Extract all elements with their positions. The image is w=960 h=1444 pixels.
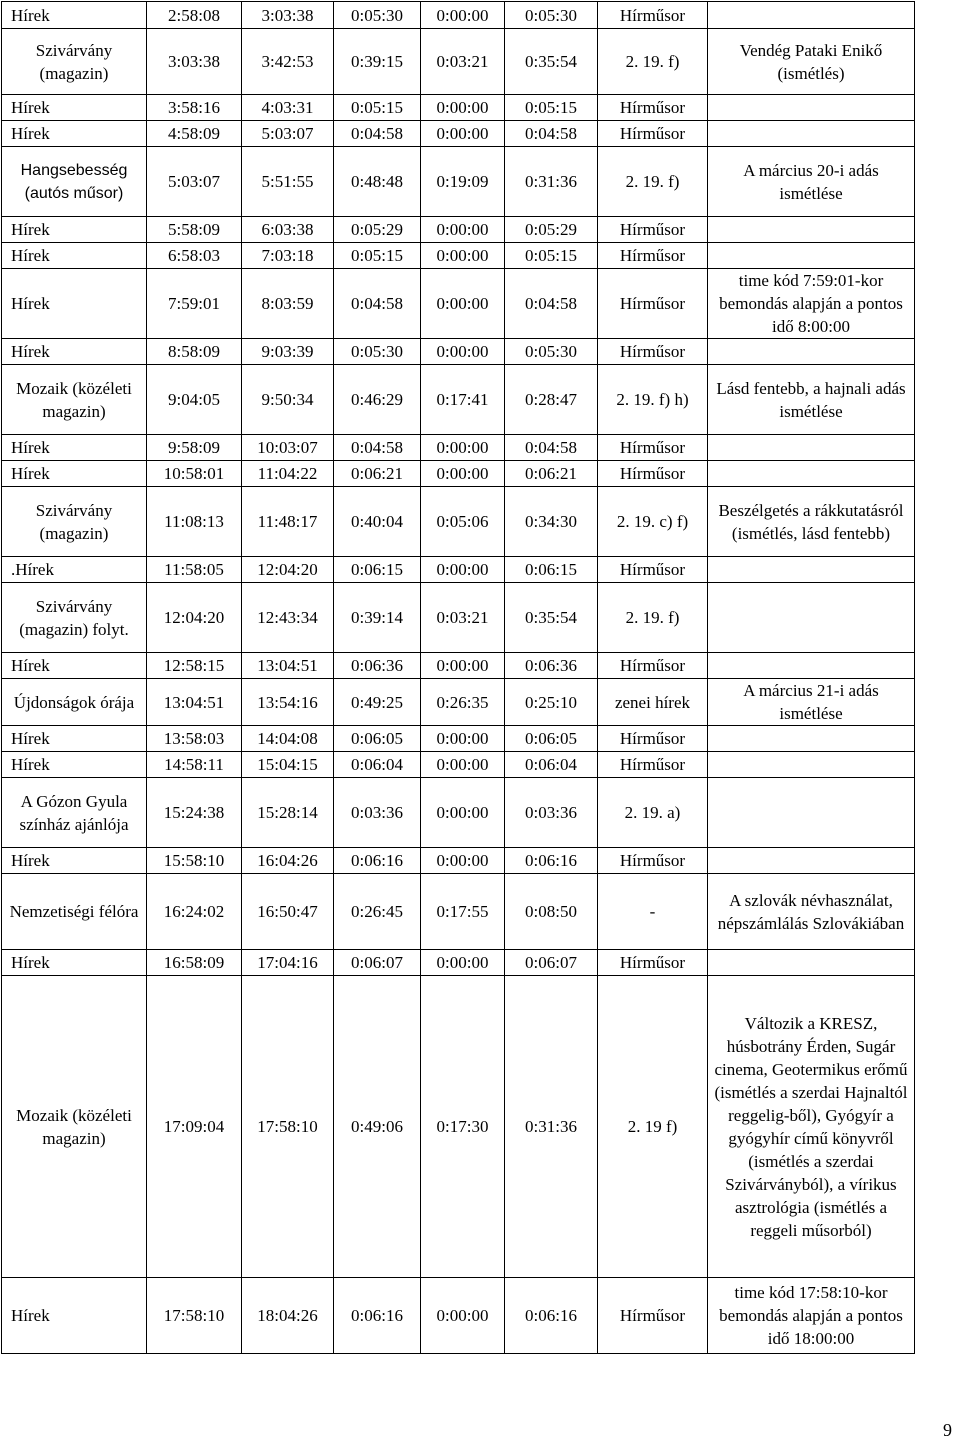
code: 2. 19. f) (598, 29, 708, 95)
duration: 0:03:36 (334, 778, 421, 848)
start-time: 17:58:10 (147, 1278, 242, 1354)
duration: 0:06:36 (334, 653, 421, 679)
start-time: 12:58:15 (147, 653, 242, 679)
net-time: 0:04:58 (505, 121, 598, 147)
start-time: 2:58:08 (147, 2, 242, 29)
remark (708, 95, 915, 121)
code: Hírműsor (598, 461, 708, 487)
table-row (2, 848, 915, 874)
remark (708, 653, 915, 679)
table-row (2, 243, 915, 269)
table-row (2, 29, 915, 95)
start-time: 8:58:09 (147, 339, 242, 365)
net-time: 0:04:58 (505, 435, 598, 461)
program-title: Szivárvány (magazin) (2, 487, 147, 557)
program-title: Hírek (2, 339, 147, 365)
net-time: 0:06:04 (505, 752, 598, 778)
net-time: 0:06:16 (505, 848, 598, 874)
remark: time kód 17:58:10-kor bemondás alapján a pontos idő 18:00:00 (708, 1278, 915, 1354)
zero-time: 0:00:00 (421, 848, 505, 874)
net-time: 0:35:54 (505, 29, 598, 95)
remark (708, 435, 915, 461)
end-time: 12:43:34 (242, 583, 334, 653)
duration: 0:05:30 (334, 2, 421, 29)
program-title: Hírek (2, 848, 147, 874)
code: Hírműsor (598, 752, 708, 778)
duration: 0:06:16 (334, 848, 421, 874)
table-row (2, 365, 915, 435)
table-row (2, 435, 915, 461)
start-time: 3:58:16 (147, 95, 242, 121)
duration: 0:06:04 (334, 752, 421, 778)
zero-time: 0:00:00 (421, 269, 505, 339)
remark (708, 778, 915, 848)
net-time: 0:06:15 (505, 557, 598, 583)
table-row (2, 1278, 915, 1354)
program-title: Szivárvány (magazin) folyt. (2, 583, 147, 653)
code: 2. 19. f) (598, 583, 708, 653)
zero-time: 0:03:21 (421, 29, 505, 95)
zero-time: 0:26:35 (421, 679, 505, 726)
start-time: 11:08:13 (147, 487, 242, 557)
program-title: Újdonságok órája (2, 679, 147, 726)
start-time: 5:58:09 (147, 217, 242, 243)
program-title: Hírek (2, 653, 147, 679)
end-time: 12:04:20 (242, 557, 334, 583)
end-time: 5:03:07 (242, 121, 334, 147)
code: 2. 19. f) h) (598, 365, 708, 435)
end-time: 13:04:51 (242, 653, 334, 679)
program-title: Hírek (2, 435, 147, 461)
start-time: 16:24:02 (147, 874, 242, 950)
remark (708, 950, 915, 976)
table-row (2, 950, 915, 976)
remark (708, 726, 915, 752)
remark: time kód 7:59:01-kor bemondás alapján a pontos idő 8:00:00 (708, 269, 915, 339)
table-row (2, 726, 915, 752)
start-time: 6:58:03 (147, 243, 242, 269)
end-time: 3:42:53 (242, 29, 334, 95)
code: Hírműsor (598, 243, 708, 269)
zero-time: 0:00:00 (421, 243, 505, 269)
zero-time: 0:00:00 (421, 1278, 505, 1354)
net-time: 0:05:15 (505, 95, 598, 121)
table-row (2, 752, 915, 778)
zero-time: 0:03:21 (421, 583, 505, 653)
table-row (2, 778, 915, 848)
zero-time: 0:00:00 (421, 95, 505, 121)
end-time: 16:04:26 (242, 848, 334, 874)
program-title: Szivárvány (magazin) (2, 29, 147, 95)
duration: 0:46:29 (334, 365, 421, 435)
remark: Vendég Pataki Enikő (ismétlés) (708, 29, 915, 95)
remark (708, 461, 915, 487)
remark (708, 217, 915, 243)
zero-time: 0:00:00 (421, 121, 505, 147)
end-time: 6:03:38 (242, 217, 334, 243)
duration: 0:39:14 (334, 583, 421, 653)
start-time: 13:58:03 (147, 726, 242, 752)
duration: 0:05:15 (334, 95, 421, 121)
remark: A szlovák névhasználat, népszámlálás Szlovákiában (708, 874, 915, 950)
table-row (2, 269, 915, 339)
duration: 0:05:29 (334, 217, 421, 243)
net-time: 0:31:36 (505, 147, 598, 217)
end-time: 13:54:16 (242, 679, 334, 726)
code: Hírműsor (598, 435, 708, 461)
program-title: Mozaik (közéleti magazin) (2, 365, 147, 435)
zero-time: 0:00:00 (421, 726, 505, 752)
end-time: 14:04:08 (242, 726, 334, 752)
code: zenei hírek (598, 679, 708, 726)
program-title: Hangsebesség (autós műsor) (2, 147, 147, 217)
program-title: Hírek (2, 95, 147, 121)
start-time: 12:04:20 (147, 583, 242, 653)
code: 2. 19. c) f) (598, 487, 708, 557)
start-time: 4:58:09 (147, 121, 242, 147)
end-time: 7:03:18 (242, 243, 334, 269)
program-title: Hírek (2, 1278, 147, 1354)
remark (708, 848, 915, 874)
schedule-body (2, 2, 915, 1354)
duration: 0:49:25 (334, 679, 421, 726)
zero-time: 0:00:00 (421, 557, 505, 583)
duration: 0:40:04 (334, 487, 421, 557)
start-time: 5:03:07 (147, 147, 242, 217)
program-title: Hírek (2, 752, 147, 778)
net-time: 0:06:16 (505, 1278, 598, 1354)
broadcast-schedule-table (1, 1, 915, 1354)
start-time: 11:58:05 (147, 557, 242, 583)
start-time: 15:58:10 (147, 848, 242, 874)
zero-time: 0:17:41 (421, 365, 505, 435)
zero-time: 0:00:00 (421, 2, 505, 29)
code: 2. 19. f) (598, 147, 708, 217)
table-row (2, 557, 915, 583)
zero-time: 0:00:00 (421, 435, 505, 461)
code: Hírműsor (598, 726, 708, 752)
remark (708, 2, 915, 29)
zero-time: 0:00:00 (421, 950, 505, 976)
end-time: 15:04:15 (242, 752, 334, 778)
program-title: Hírek (2, 121, 147, 147)
net-time: 0:31:36 (505, 976, 598, 1278)
duration: 0:49:06 (334, 976, 421, 1278)
program-title: Nemzetiségi félóra (2, 874, 147, 950)
code: Hírműsor (598, 557, 708, 583)
program-title: A Gózon Gyula színház ajánlója (2, 778, 147, 848)
net-time: 0:05:15 (505, 243, 598, 269)
end-time: 11:48:17 (242, 487, 334, 557)
remark (708, 583, 915, 653)
table-row (2, 339, 915, 365)
program-title: Hírek (2, 950, 147, 976)
net-time: 0:08:50 (505, 874, 598, 950)
start-time: 3:03:38 (147, 29, 242, 95)
program-title: Hírek (2, 461, 147, 487)
end-time: 18:04:26 (242, 1278, 334, 1354)
duration: 0:48:48 (334, 147, 421, 217)
end-time: 11:04:22 (242, 461, 334, 487)
remark (708, 121, 915, 147)
net-time: 0:06:36 (505, 653, 598, 679)
remark (708, 557, 915, 583)
end-time: 5:51:55 (242, 147, 334, 217)
end-time: 9:50:34 (242, 365, 334, 435)
end-time: 4:03:31 (242, 95, 334, 121)
zero-time: 0:00:00 (421, 217, 505, 243)
code: Hírműsor (598, 269, 708, 339)
zero-time: 0:00:00 (421, 339, 505, 365)
end-time: 17:58:10 (242, 976, 334, 1278)
duration: 0:39:15 (334, 29, 421, 95)
code: Hírműsor (598, 217, 708, 243)
code: 2. 19. a) (598, 778, 708, 848)
table-row (2, 874, 915, 950)
code: Hírműsor (598, 848, 708, 874)
remark: A március 20-i adás ismétlése (708, 147, 915, 217)
duration: 0:06:15 (334, 557, 421, 583)
table-row (2, 976, 915, 1278)
table-row (2, 653, 915, 679)
table-row (2, 217, 915, 243)
net-time: 0:28:47 (505, 365, 598, 435)
remark (708, 752, 915, 778)
zero-time: 0:17:30 (421, 976, 505, 1278)
code: Hírműsor (598, 2, 708, 29)
table-row (2, 2, 915, 29)
table-row (2, 679, 915, 726)
duration: 0:26:45 (334, 874, 421, 950)
end-time: 10:03:07 (242, 435, 334, 461)
net-time: 0:25:10 (505, 679, 598, 726)
table-row (2, 583, 915, 653)
code: Hírműsor (598, 339, 708, 365)
net-time: 0:04:58 (505, 269, 598, 339)
remark (708, 243, 915, 269)
duration: 0:06:05 (334, 726, 421, 752)
end-time: 15:28:14 (242, 778, 334, 848)
duration: 0:06:21 (334, 461, 421, 487)
start-time: 9:58:09 (147, 435, 242, 461)
net-time: 0:05:30 (505, 2, 598, 29)
duration: 0:06:07 (334, 950, 421, 976)
duration: 0:04:58 (334, 269, 421, 339)
start-time: 14:58:11 (147, 752, 242, 778)
end-time: 3:03:38 (242, 2, 334, 29)
page-number: 9 (943, 1420, 952, 1440)
end-time: 9:03:39 (242, 339, 334, 365)
net-time: 0:06:05 (505, 726, 598, 752)
code: Hírműsor (598, 121, 708, 147)
remark: Lásd fentebb, a hajnali adás ismétlése (708, 365, 915, 435)
table-row (2, 461, 915, 487)
code: - (598, 874, 708, 950)
remark (708, 339, 915, 365)
code: Hírműsor (598, 1278, 708, 1354)
duration: 0:04:58 (334, 435, 421, 461)
net-time: 0:06:21 (505, 461, 598, 487)
duration: 0:05:30 (334, 339, 421, 365)
end-time: 8:03:59 (242, 269, 334, 339)
program-title: Hírek (2, 243, 147, 269)
end-time: 16:50:47 (242, 874, 334, 950)
table-row (2, 147, 915, 217)
start-time: 13:04:51 (147, 679, 242, 726)
zero-time: 0:00:00 (421, 778, 505, 848)
remark: A március 21-i adás ismétlése (708, 679, 915, 726)
net-time: 0:35:54 (505, 583, 598, 653)
duration: 0:04:58 (334, 121, 421, 147)
table-row (2, 121, 915, 147)
zero-time: 0:00:00 (421, 461, 505, 487)
net-time: 0:34:30 (505, 487, 598, 557)
zero-time: 0:19:09 (421, 147, 505, 217)
zero-time: 0:05:06 (421, 487, 505, 557)
net-time: 0:06:07 (505, 950, 598, 976)
duration: 0:06:16 (334, 1278, 421, 1354)
net-time: 0:05:30 (505, 339, 598, 365)
net-time: 0:05:29 (505, 217, 598, 243)
start-time: 9:04:05 (147, 365, 242, 435)
program-title: Hírek (2, 217, 147, 243)
remark: Beszélgetés a rákkutatásról (ismétlés, lásd fentebb) (708, 487, 915, 557)
start-time: 7:59:01 (147, 269, 242, 339)
net-time: 0:03:36 (505, 778, 598, 848)
code: Hírműsor (598, 950, 708, 976)
remark: Változik a KRESZ, húsbotrány Érden, Sugár cinema, Geotermikus erőmű (ismétlés a szerdai Hajnaltól reggelig-ből), Gyógyír a gyógyhír című könyvről (ismétlés a szerdai Szivárványból), a vírikus asztrológia (ismétlés a reggeli műsorból) (708, 976, 915, 1278)
program-title: Mozaik (közéleti magazin) (2, 976, 147, 1278)
zero-time: 0:17:55 (421, 874, 505, 950)
start-time: 17:09:04 (147, 976, 242, 1278)
program-title: Hírek (2, 269, 147, 339)
start-time: 15:24:38 (147, 778, 242, 848)
program-title: .Hírek (2, 557, 147, 583)
program-title: Hírek (2, 2, 147, 29)
code: 2. 19 f) (598, 976, 708, 1278)
code: Hírműsor (598, 653, 708, 679)
program-title: Hírek (2, 726, 147, 752)
duration: 0:05:15 (334, 243, 421, 269)
zero-time: 0:00:00 (421, 752, 505, 778)
table-row (2, 487, 915, 557)
start-time: 16:58:09 (147, 950, 242, 976)
code: Hírműsor (598, 95, 708, 121)
end-time: 17:04:16 (242, 950, 334, 976)
zero-time: 0:00:00 (421, 653, 505, 679)
start-time: 10:58:01 (147, 461, 242, 487)
table-row (2, 95, 915, 121)
